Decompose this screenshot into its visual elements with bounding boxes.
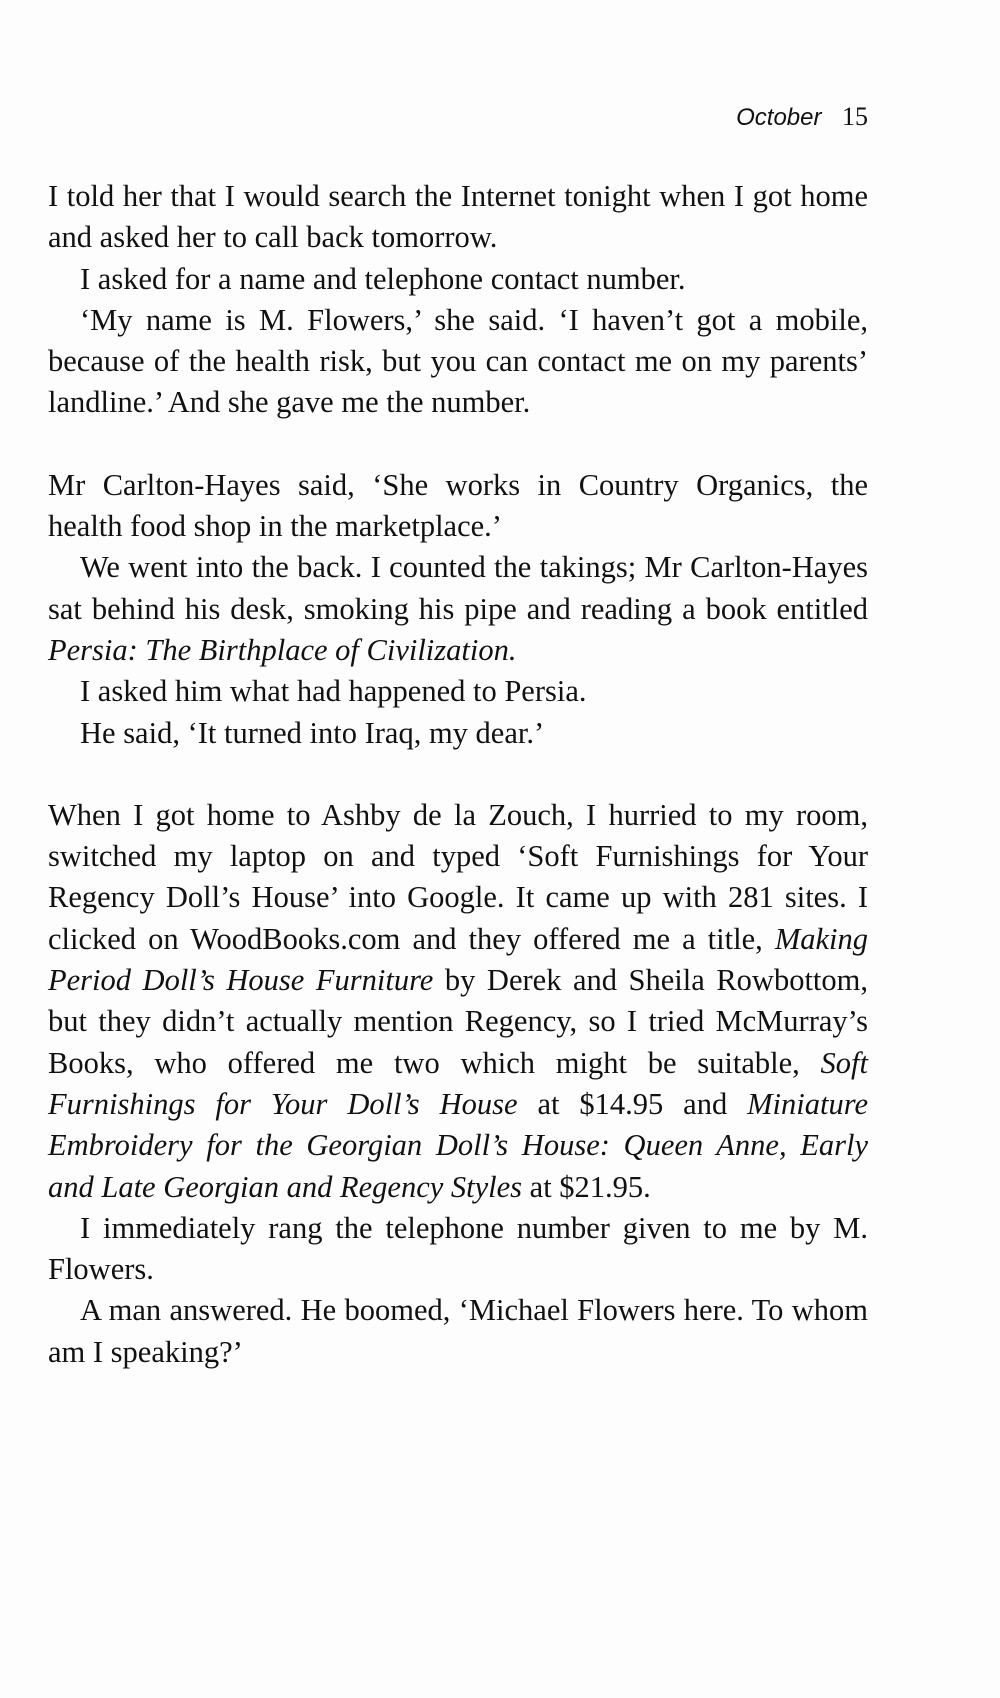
paragraph xyxy=(48,547,868,671)
text-run: I asked him what had happened to Persia. xyxy=(80,674,587,709)
text-run: I immediately rang the telephone number given to me by M. Flowers. xyxy=(48,1210,868,1287)
paragraph xyxy=(48,795,868,1208)
text-run: When I got home to Ashby de la Zouch, I hurried to my room, switched my laptop on and typed ‘Soft Furnishings for Your Regency Doll’s House’ into Google. It came up with 281 sites. I clicked on WoodBooks.com and they offered me a title, xyxy=(48,797,868,956)
text-run: I asked for a name and telephone contact number. xyxy=(80,261,686,296)
text-run: at $14.95 and xyxy=(517,1086,748,1121)
text-run: He said, ‘It turned into Iraq, my dear.’ xyxy=(80,715,545,750)
text-run: ‘My name is M. Flowers,’ she said. ‘I haven’t got a mobile, because of the health risk, but you can contact me on my parents’ landline.’ And she gave me the number. xyxy=(48,302,868,420)
text-run: A man answered. He boomed, ‘Michael Flowers here. To whom am I speaking?’ xyxy=(48,1293,868,1369)
page-number: 15 xyxy=(842,102,868,131)
text-run: at $21.95. xyxy=(522,1169,651,1204)
running-head xyxy=(736,100,868,135)
text-run: by Derek and Sheila Rowbottom, but they didn’t actually mention Regency, so I tried McMurray’s Books, who offered me two which might be suitable, xyxy=(48,963,868,1080)
paragraph xyxy=(48,1290,868,1373)
paragraph xyxy=(48,176,868,259)
running-head-section: October xyxy=(736,104,822,131)
paragraph xyxy=(48,671,868,712)
book-title: Miniature Embroidery for the Georgian Doll’s House: Queen Anne, Early and Late Georgian and Regency Styles xyxy=(48,1086,868,1204)
paragraph xyxy=(48,300,868,424)
text-run: I told her that I would search the Internet tonight when I got home and asked her to call back tomorrow. xyxy=(48,179,868,255)
body-text xyxy=(48,176,868,1373)
book-title: Persia: The Birthplace of Civilization. xyxy=(48,632,517,667)
paragraph xyxy=(48,1208,868,1291)
book-title: Making Period Doll’s House Furniture xyxy=(48,921,868,998)
text-run: Mr Carlton-Hayes said, ‘She works in Country Organics, the health food shop in the marketplace.’ xyxy=(48,467,868,544)
text-run: We went into the back. I counted the takings; Mr Carlton-Hayes sat behind his desk, smoking his pipe and reading a book entitled xyxy=(48,550,868,626)
paragraph xyxy=(48,259,868,300)
paragraph xyxy=(48,465,868,548)
paragraph xyxy=(48,713,868,754)
book-title: Soft Furnishings for Your Doll’s House xyxy=(48,1045,868,1121)
